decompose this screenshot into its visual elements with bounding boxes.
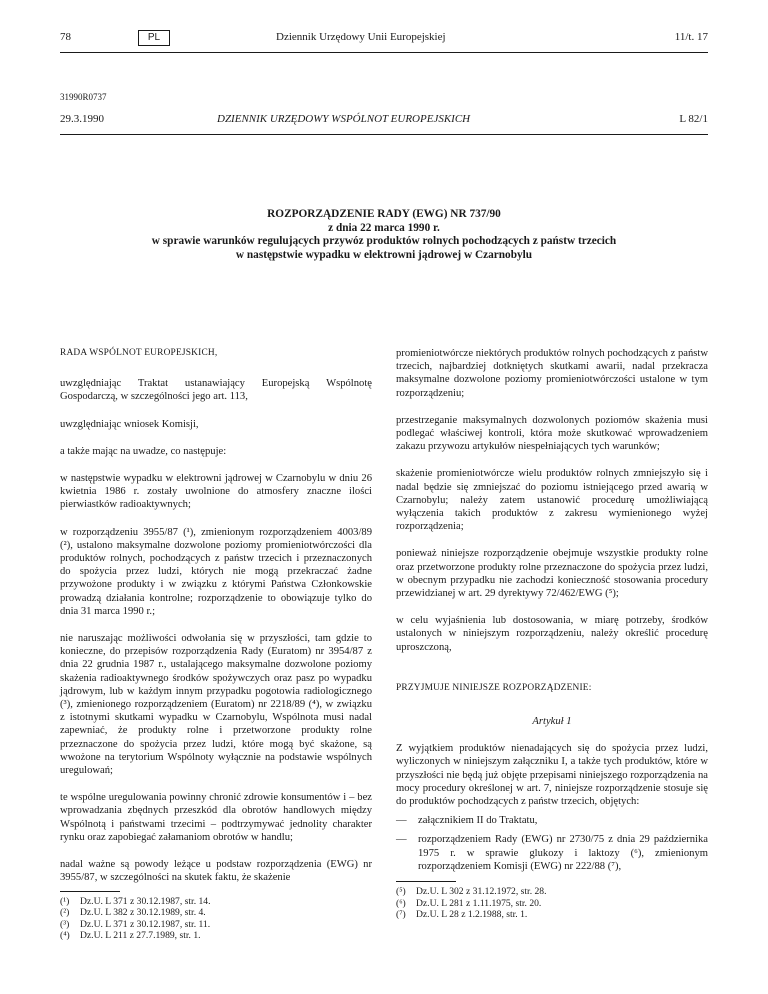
dash-item: [396, 814, 708, 827]
footnote-text: Dz.U. L 211 z 27.7.1989, str. 1.: [80, 930, 201, 942]
footnote-number: (⁵): [396, 886, 406, 898]
recital-1: w następstwie wypadku w elektrowni jądrowej w Czarnobylu w dniu 26 kwietnia 1986 r. zostały uwolnione do atmosfery znaczne ilości pierwiastków radioaktywnych;: [60, 473, 372, 511]
footnote-rule-right: [396, 881, 456, 882]
enacting-clause: PRZYJMUJE NINIEJSZE ROZPORZĄDZENIE:: [396, 682, 592, 693]
footnote-text: Dz.U. L 371 z 30.12.1987, str. 14.: [80, 895, 211, 907]
footnote-number: (⁴): [60, 930, 70, 942]
journal-reference: L 82/1: [679, 113, 708, 125]
celex-number: 31990R0737: [60, 92, 107, 102]
recital-5: nadal ważne są powody leżące u podstaw rozporządzenia (EWG) nr 3955/87, w szczególności na skutek faktu, że skażenie: [60, 859, 372, 884]
footnote: [60, 930, 372, 942]
dash-mark: —: [396, 834, 407, 846]
title-line-2: z dnia 22 marca 1990 r.: [328, 221, 440, 234]
recital-proposal: uwzględniając wniosek Komisji,: [60, 418, 199, 430]
header-rule: [60, 52, 708, 53]
original-journal-title: DZIENNIK URZĘDOWY WSPÓLNOT EUROPEJSKICH: [217, 113, 471, 125]
journal-title: Dziennik Urzędowy Unii Europejskiej: [276, 31, 446, 43]
footnote-number: (⁶): [396, 897, 406, 909]
title-line-1: ROZPORZĄDZENIE RADY (EWG) NR 737/90: [267, 208, 501, 220]
left-column: [60, 347, 372, 942]
recital-treaty: uwzględniając Traktat ustanawiający Europejską Wspólnotę Gospodarczą, w szczególności jego art. 113,: [60, 378, 372, 403]
footnote: [60, 919, 372, 931]
edition-number: 11/t. 17: [674, 31, 708, 43]
recital-3: nie naruszając możliwości odwołania się w przyszłości, tam gdzie to konieczne, do przepisów rozporządzenia Rady (Euratom) nr 3954/87 z dnia 22 grudnia 1987 r., ustalającego maksymalne dozwolone poziomy skażenia radioaktywnego środków spożywczych oraz pasz po wypadku jądrowym, lub w każdym innym przypadku pogotowia radiologicznego (³), zmienionego rozporządzeniem (Euratom) nr 2218/89 (⁴), w związku z istotnymi skutkami wypadku w Czarnobylu, Wspólnota musi nadal zapewniać, że produkty rolne i przetworzone produkty rolne przeznaczone do spożycia przez ludzi, które mogą być skażone, są wwożone na terytorium Wspólnoty wyłącznie na podstawie wspólnych uregulowań;: [60, 633, 372, 777]
article-heading: Artykuł 1: [532, 716, 572, 728]
dash-item-text: rozporządzeniem Rady (EWG) nr 2730/75 z dnia 29 października 1975 r. w sprawie glukozy i laktozy (⁶), zmienionym rozporządzeniem Komisji (EWG) nr 222/88 (⁷),: [418, 834, 708, 872]
recital-2: w rozporządzeniu 3955/87 (¹), zmienionym rozporządzeniem 4003/89 (²), ustalono maksymalne dozwolone poziomy promieniotwórczości dla produktów rolnych, pochodzących z państw trzecich i przeznaczonych do spożycia przez ludzi, których nie mogą przekraczać żadne przywożone produkty i w związku z którymi Państwa Członkowskie prowadzą działania kontrolne; rozporządzenie to obowiązuje tylko do dnia 31 marca 1990 r.;: [60, 526, 372, 617]
footnote-text: Dz.U. L 302 z 31.12.1972, str. 28.: [416, 886, 547, 898]
recital-8: skażenie promieniotwórcze wielu produktów rolnych zmniejszyło się i nadal będzie się zmniejszać do poziomu istniejącego przed awarią w Czarnobylu; należy zatem ustanowić procedurę umożliwiającą wyłączenia takich produktów z zakresu wymienionego wyżej rozporządzenia;: [396, 468, 708, 533]
article-1-text: Z wyjątkiem produktów nienadających się do spożycia przez ludzi, wyliczonych w niniejszym załączniku I, a także tych produktów, które w przyszłości nie będą już objęte przepisami niniejszego rozporządzenia na mocy procedury określonej w art. 7, niniejsze rozporządzenie stosuje się do produktów pochodzących z państw trzecich, objętych:: [396, 743, 708, 808]
footnote-rule-left: [60, 891, 120, 892]
footnote-text: Dz.U. L 28 z 1.2.1988, str. 1.: [416, 909, 528, 921]
recital-6: promieniotwórcze niektórych produktów rolnych pochodzących z państw trzecich, najbardziej dotkniętych skutkami awarii, nadal przekracza maksymalne dozwolone poziomy promieniotwórczości ustalone w tym rozporządzeniu;: [396, 348, 708, 399]
footnote-number: (⁷): [396, 909, 406, 921]
dash-mark: —: [396, 815, 407, 827]
footnote-text: Dz.U. L 382 z 30.12.1989, str. 4.: [80, 907, 206, 919]
footnote: [60, 896, 372, 908]
footnote-number: (²): [60, 907, 70, 919]
page-number: 78: [60, 31, 71, 43]
recital-intro: a także mając na uwadze, co następuje:: [60, 445, 227, 457]
footnotes-left: [60, 896, 372, 942]
council-heading: RADA WSPÓLNOT EUROPEJSKICH,: [60, 348, 218, 358]
title-line-3: w sprawie warunków regulujących przywóz produktów rolnych pochodzących z państw trzecich: [151, 235, 617, 247]
footnote-text: Dz.U. L 281 z 1.11.1975, str. 20.: [416, 897, 542, 909]
footnote: [396, 909, 708, 921]
footnote-number: (³): [60, 918, 70, 930]
footnotes-right: [396, 886, 708, 921]
recital-4: te wspólne uregulowania powinny chronić zdrowie konsumentów i – bez wprowadzania zbędnych przeszkód dla obrotów handlowych między Wspólnotą i państwami trzecimi – podtrzymywać jednolity charakter rynku oraz zapobiegać załamaniom obrotów w handlu;: [60, 792, 372, 843]
footnote-text: Dz.U. L 371 z 30.12.1987, str. 11.: [80, 918, 211, 930]
dash-item-text: załącznikiem II do Traktatu,: [418, 815, 538, 827]
language-badge: PL: [138, 30, 170, 46]
dash-item: [396, 833, 708, 873]
footnote: [396, 886, 708, 898]
footnote: [60, 907, 372, 919]
right-column: [396, 347, 708, 921]
recital-9: ponieważ niniejsze rozporządzenie obejmuje wszystkie produkty rolne oraz przetworzone produkty rolne przeznaczone do spożycia przez ludzi, w obecnym przypadku nie zachodzi konieczność stosowania procedury przewidzianej w art. 29 dyrektywy 72/462/EWG (⁵);: [396, 548, 708, 600]
footnote: [396, 898, 708, 910]
footnote-number: (¹): [60, 895, 70, 907]
header-rule-2: [60, 134, 708, 135]
recital-7: przestrzeganie maksymalnych dozwolonych poziomów skażenia musi podlegać właściwej kontroli, która może skutkować wprowadzeniem zakazu przywozu artykułów niespełniających tych warunków;: [396, 414, 708, 453]
recital-10: w celu wyjaśnienia lub dostosowania, w miarę potrzeby, środków ustalonych w niniejszym rozporządzeniu, należy określić procedurę uproszczoną,: [396, 615, 708, 653]
title-line-4: w następstwie wypadku w elektrowni jądrowej w Czarnobylu: [235, 248, 533, 261]
regulation-title: [60, 208, 708, 262]
original-date: 29.3.1990: [60, 113, 104, 125]
